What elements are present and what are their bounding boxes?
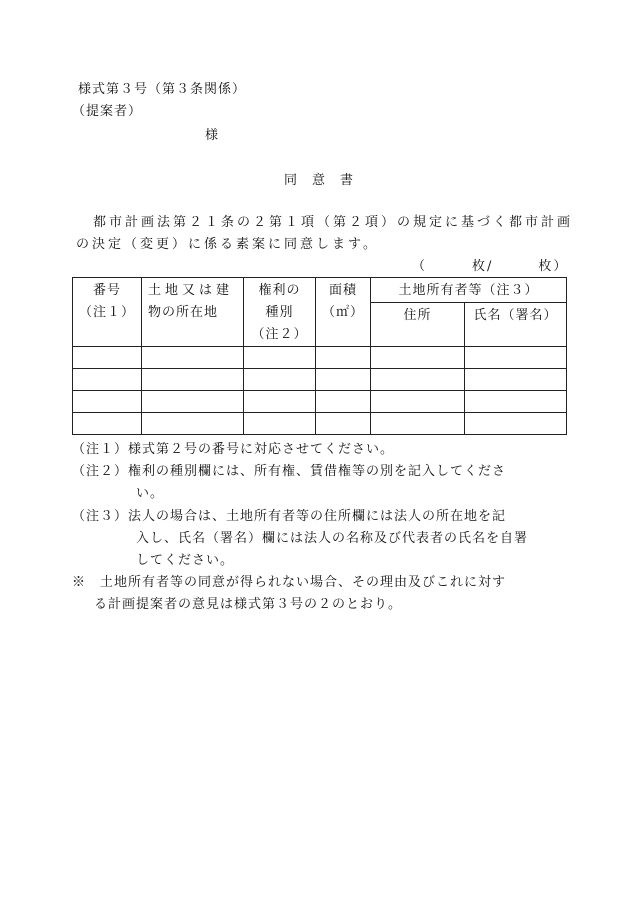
table-cell[interactable] xyxy=(244,413,316,435)
table-cell[interactable] xyxy=(316,347,371,369)
note-3-line2: 入し、氏名（署名）欄には法人の名称及び代表者の氏名を自署 xyxy=(136,531,529,546)
table-cell[interactable] xyxy=(371,347,465,369)
table-cell[interactable] xyxy=(73,347,142,369)
table-row xyxy=(73,391,567,413)
table-cell[interactable] xyxy=(371,391,465,413)
table-cell[interactable] xyxy=(142,369,244,391)
note-1: （注１）様式第２号の番号に対応させてください。 xyxy=(72,442,395,457)
table-cell[interactable] xyxy=(371,413,465,435)
note-3-line1: （注３）法人の場合は、土地所有者等の住所欄には法人の所在地を記 xyxy=(72,509,507,524)
table-cell[interactable] xyxy=(73,369,142,391)
document-title: 同意書 xyxy=(284,173,369,188)
header-area: 面積 （㎡） xyxy=(316,278,371,347)
table-cell[interactable] xyxy=(244,369,316,391)
note-4-line2: る計画提案者の意見は様式第３号の２のとおり。 xyxy=(94,597,403,612)
note-4-line1: ※ 土地所有者等の同意が得られない場合、その理由及びこれに対す xyxy=(72,575,507,590)
table-cell[interactable] xyxy=(142,391,244,413)
table-cell[interactable] xyxy=(465,413,567,435)
form-number: 様式第３号（第３条関係） xyxy=(78,82,247,97)
table-cell[interactable] xyxy=(244,391,316,413)
note-2-line2: い。 xyxy=(136,486,165,501)
note-3-line3: してください。 xyxy=(136,553,235,568)
land-owner-table xyxy=(72,277,567,435)
table-row xyxy=(73,369,567,391)
table-cell[interactable] xyxy=(142,347,244,369)
table-cell[interactable] xyxy=(465,369,567,391)
header-owner-name: 氏名（署名） xyxy=(465,303,567,347)
note-2-line1: （注２）権利の種別欄には、所有権、賃借権等の別を記入してくださ xyxy=(72,464,507,479)
table-cell[interactable] xyxy=(316,391,371,413)
table-cell[interactable] xyxy=(316,413,371,435)
consent-text-line2: の決定（変更）に係る素案に同意します。 xyxy=(76,237,379,252)
table-cell[interactable] xyxy=(465,391,567,413)
consent-text-line1: 都市計画法第２１条の２第１項（第２項）の規定に基づく都市計画 xyxy=(93,215,574,230)
table-row xyxy=(73,347,567,369)
header-owner-group: 土地所有者等（注３） xyxy=(371,278,567,303)
table-cell[interactable] xyxy=(371,369,465,391)
proposer-label: （提案者） xyxy=(72,104,143,119)
header-location: 土地又は建 物の所在地 xyxy=(142,278,244,347)
table-cell[interactable] xyxy=(142,413,244,435)
header-owner-address: 住所 xyxy=(371,303,465,347)
table-cell[interactable] xyxy=(465,347,567,369)
table-cell[interactable] xyxy=(316,369,371,391)
addressee-suffix: 様 xyxy=(205,128,220,143)
sheet-count: （ 枚/ 枚） xyxy=(412,259,569,274)
table-cell[interactable] xyxy=(73,413,142,435)
table-row xyxy=(73,413,567,435)
header-number: 番号 （注１） xyxy=(73,278,142,347)
table-cell[interactable] xyxy=(73,391,142,413)
table-cell[interactable] xyxy=(244,347,316,369)
header-right-type: 権利の 種別 （注２） xyxy=(244,278,316,347)
